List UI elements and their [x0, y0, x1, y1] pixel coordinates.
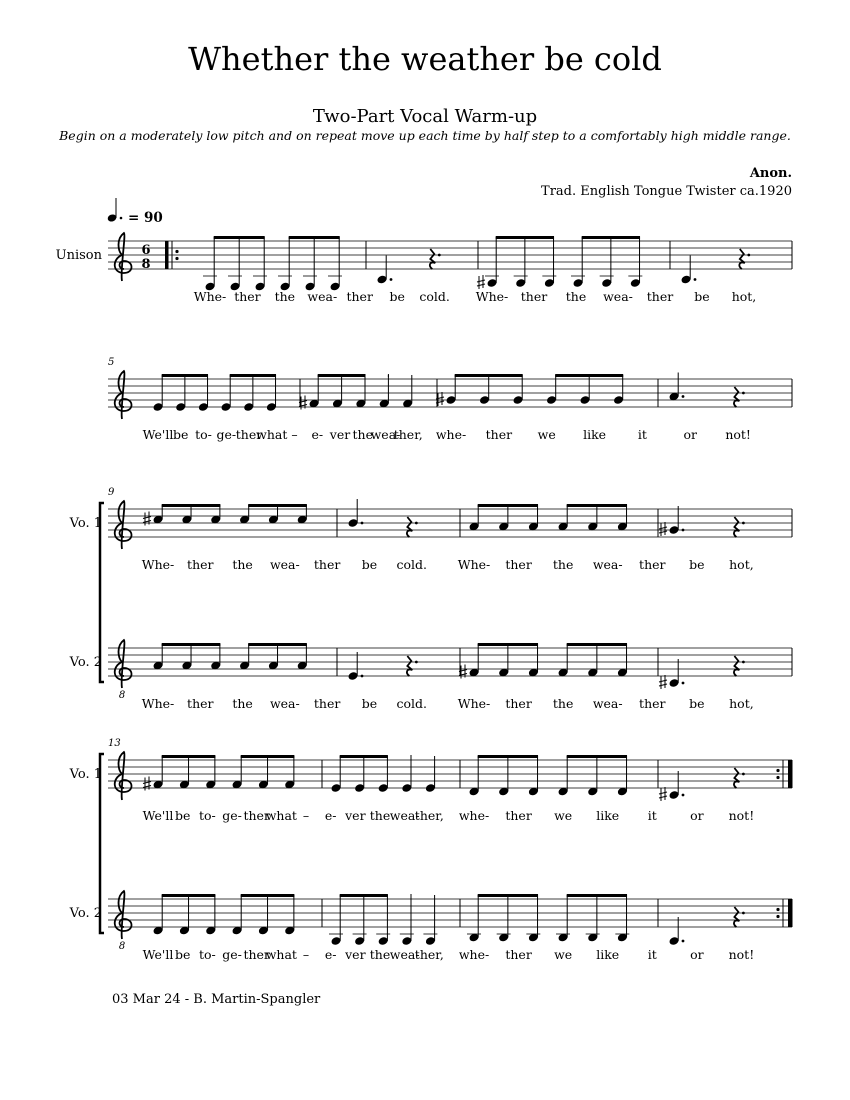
lyric-syllable: be [389, 289, 405, 304]
lyric-syllable: it [647, 808, 657, 823]
lyric-syllable: ther [313, 696, 341, 711]
lyric-syllable: Whe- [475, 289, 509, 304]
lyric-syllable: the [352, 427, 373, 442]
lyric-syllable: wea- [389, 947, 420, 962]
system-bracket [100, 503, 104, 682]
lyric-syllable: ther [243, 808, 270, 823]
beam [567, 643, 627, 646]
sharp-icon [477, 275, 485, 289]
beam [214, 236, 265, 239]
lyric-syllable: ther [505, 808, 532, 823]
quarter-rest-icon [430, 249, 435, 269]
beam [555, 374, 623, 377]
lyric-syllable: wea- [269, 557, 300, 572]
beam [162, 504, 221, 507]
lyric-syllable: ther [505, 557, 532, 572]
lyric-syllable: the [369, 808, 391, 823]
lyric-syllable: we [554, 808, 573, 823]
lyric-syllable: e- [324, 947, 337, 962]
lyric-syllable: we [537, 427, 556, 442]
beam [496, 236, 554, 239]
lyric-syllable: ver [345, 808, 366, 823]
lyric-syllable: – [291, 427, 298, 442]
measure-number: 9 [108, 487, 115, 498]
quarter-rest-icon [739, 249, 744, 269]
treble-clef-icon [115, 501, 132, 549]
dot [361, 675, 364, 678]
repeat-dot [776, 769, 779, 772]
sharp-icon [659, 522, 667, 536]
beam [478, 504, 538, 507]
lyric-syllable: like [596, 947, 620, 962]
lyric-syllable: be [689, 696, 705, 711]
beam [162, 755, 216, 758]
instrument-name: Vo. 1 [69, 516, 102, 531]
lyric-syllable: – [302, 947, 310, 962]
lyric-syllable: be [174, 947, 191, 962]
dot [682, 682, 685, 685]
instrument-name: Vo. 1 [69, 767, 102, 782]
dot [682, 529, 685, 532]
lyric-syllable: ther [485, 427, 513, 442]
dot [438, 254, 441, 257]
repeat-thick-bar [788, 899, 792, 927]
dot [694, 278, 697, 281]
lyric-syllable: what [265, 808, 297, 823]
instrument-name: Vo. 2 [69, 655, 102, 670]
beam [478, 755, 538, 758]
octave-clef-mark: 8 [118, 690, 126, 701]
lyric-syllable: We'll [142, 808, 174, 823]
lyric-syllable: the [552, 696, 574, 711]
lyric-syllable: ther, [414, 808, 444, 823]
beam [230, 374, 276, 377]
lyric-syllable: ther [346, 289, 373, 304]
lyric-syllable: the [565, 289, 587, 304]
repeat-dot [175, 257, 178, 260]
lyric-syllable: ther [505, 947, 532, 962]
lyric-syllable: We'll [142, 427, 174, 442]
beam [582, 236, 640, 239]
sharp-icon [143, 512, 151, 526]
lyric-syllable: hot, [731, 289, 757, 304]
repeat-thick-bar [788, 760, 792, 788]
lyric-syllable: Whe- [141, 696, 175, 711]
beam [241, 755, 295, 758]
lyric-syllable: ver [329, 427, 351, 442]
lyric-syllable: ge- [222, 947, 242, 962]
lyric-syllable: or [690, 947, 704, 962]
measure-number: 13 [108, 738, 121, 749]
dot [742, 773, 745, 776]
beam [455, 374, 523, 377]
lyric-syllable: to- [198, 808, 216, 823]
quarter-rest-icon [734, 768, 739, 788]
instrument-name: Unison [55, 248, 102, 263]
lyric-syllable: ther [639, 557, 666, 572]
lyric-syllable: ther [234, 289, 261, 304]
lyric-syllable: cold. [419, 289, 450, 304]
lyric-syllable: be [174, 808, 191, 823]
time-signature-bottom: 8 [141, 257, 151, 272]
quarter-rest-icon [407, 656, 412, 676]
score-title: Whether the weather be cold [188, 40, 662, 78]
beam [567, 504, 627, 507]
lyric-syllable: ther, [393, 427, 423, 442]
dot [390, 278, 393, 281]
treble-clef-icon [115, 371, 132, 419]
sharp-icon [659, 675, 667, 689]
dot [742, 661, 745, 664]
beam [340, 894, 388, 897]
repeat-thick-bar [165, 241, 169, 269]
lyric-syllable: ther [639, 696, 666, 711]
lyric-syllable: be [361, 557, 378, 572]
treble-clef-icon [115, 752, 132, 800]
treble-clef-icon [115, 891, 132, 939]
lyric-syllable: Whe- [457, 557, 491, 572]
beam [162, 374, 208, 377]
lyric-syllable: wea- [592, 696, 623, 711]
lyric-syllable: what [265, 947, 297, 962]
lyric-syllable: not! [725, 427, 751, 442]
tempo-value: = 90 [128, 210, 163, 226]
repeat-dot [175, 250, 178, 253]
sharp-icon [143, 777, 151, 791]
lyric-syllable: what [256, 427, 288, 442]
beam [388, 374, 389, 377]
lyric-syllable: or [690, 808, 704, 823]
beam [289, 236, 340, 239]
lyric-syllable: ther [187, 696, 214, 711]
quarter-rest-icon [734, 656, 739, 676]
lyric-syllable: wea- [603, 289, 633, 304]
beam [318, 374, 366, 377]
beam [411, 755, 412, 758]
beam [162, 643, 221, 646]
lyric-syllable: we [554, 947, 573, 962]
lyric-syllable: be [689, 557, 705, 572]
lyric-syllable: not! [728, 808, 755, 823]
lyric-syllable: – [302, 808, 310, 823]
lyric-syllable: ther, [414, 947, 444, 962]
quarter-rest-icon [407, 517, 412, 537]
dot [415, 661, 418, 664]
dot [682, 794, 685, 797]
lyric-syllable: to- [195, 427, 212, 442]
lyric-syllable: or [683, 427, 698, 442]
beam [162, 894, 216, 897]
beam [411, 894, 412, 897]
beam [241, 894, 295, 897]
lyric-syllable: wea- [389, 808, 420, 823]
quarter-rest-icon [734, 907, 739, 927]
lyric-syllable: cold. [396, 557, 427, 572]
lyric-syllable: ther [646, 289, 674, 304]
lyric-syllable: be [694, 289, 710, 304]
instrument-name: Vo. 2 [69, 906, 102, 921]
beam [248, 643, 307, 646]
system-bracket [100, 754, 104, 933]
score-subtitle: Two-Part Vocal Warm-up [312, 106, 538, 127]
lyric-syllable: e- [311, 427, 324, 442]
lyric-syllable: like [583, 427, 607, 442]
composer-credit: Anon. [749, 166, 792, 181]
lyric-syllable: ver [345, 947, 366, 962]
treble-clef-icon [115, 640, 132, 688]
repeat-dot [776, 915, 779, 918]
dot [361, 522, 364, 525]
beam [478, 894, 538, 897]
beam [478, 643, 538, 646]
time-signature-top: 6 [141, 243, 151, 258]
lyric-syllable: ther [520, 289, 548, 304]
lyric-syllable: wea- [307, 289, 338, 304]
performance-instruction: Begin on a moderately low pitch and on repeat move up each time by half step to a comfortably high middle range. [59, 128, 791, 143]
lyric-syllable: We'll [142, 947, 174, 962]
lyric-syllable: hot, [729, 696, 754, 711]
lyric-syllable: the [274, 289, 296, 304]
beam [567, 894, 627, 897]
lyric-syllable: ther [243, 947, 270, 962]
lyric-syllable: wea- [269, 696, 300, 711]
quarter-rest-icon [734, 517, 739, 537]
lyric-syllable: to- [198, 947, 216, 962]
repeat-dot [776, 908, 779, 911]
lyric-syllable: like [596, 808, 620, 823]
lyric-syllable: ge- [222, 808, 242, 823]
lyric-syllable: whe- [435, 427, 467, 442]
arranger-credit: Trad. English Tongue Twister ca.1920 [541, 184, 792, 199]
dot [742, 522, 745, 525]
lyric-syllable: the [232, 696, 253, 711]
footer-credit: 03 Mar 24 - B. Martin-Spangler [112, 992, 321, 1007]
lyric-syllable: be [361, 696, 378, 711]
treble-clef-icon [115, 233, 132, 281]
lyric-syllable: ther [313, 557, 341, 572]
dot [415, 522, 418, 525]
dot [742, 912, 745, 915]
measure-number: 5 [108, 357, 115, 368]
lyric-syllable: Whe- [193, 289, 227, 304]
dot [682, 395, 685, 398]
sharp-icon [659, 787, 667, 801]
quarter-rest-icon [734, 387, 739, 407]
beam [248, 504, 307, 507]
lyric-syllable: hot, [729, 557, 754, 572]
lyric-syllable: cold. [396, 696, 427, 711]
lyric-syllable: e- [324, 808, 337, 823]
dot [682, 940, 685, 943]
lyric-syllable: Whe- [141, 557, 175, 572]
lyric-syllable: it [647, 947, 657, 962]
dot [747, 254, 750, 257]
dot [742, 392, 745, 395]
lyric-syllable: ther [235, 427, 263, 442]
dot [120, 217, 123, 220]
repeat-dot [776, 776, 779, 779]
lyric-syllable: not! [728, 947, 755, 962]
beam [567, 755, 627, 758]
lyric-syllable: ther [505, 696, 532, 711]
lyric-syllable: the [369, 947, 391, 962]
lyric-syllable: Whe- [457, 696, 491, 711]
lyric-syllable: be [173, 427, 189, 442]
lyric-syllable: the [552, 557, 574, 572]
beam [340, 755, 388, 758]
octave-clef-mark: 8 [118, 941, 126, 952]
lyric-syllable: the [232, 557, 253, 572]
lyric-syllable: whe- [458, 808, 490, 823]
lyric-syllable: ther [187, 557, 214, 572]
lyric-syllable: it [637, 427, 647, 442]
lyric-syllable: wea- [592, 557, 623, 572]
lyric-syllable: wea- [370, 427, 401, 442]
lyric-syllable: whe- [458, 947, 490, 962]
lyric-syllable: ge- [216, 427, 237, 442]
